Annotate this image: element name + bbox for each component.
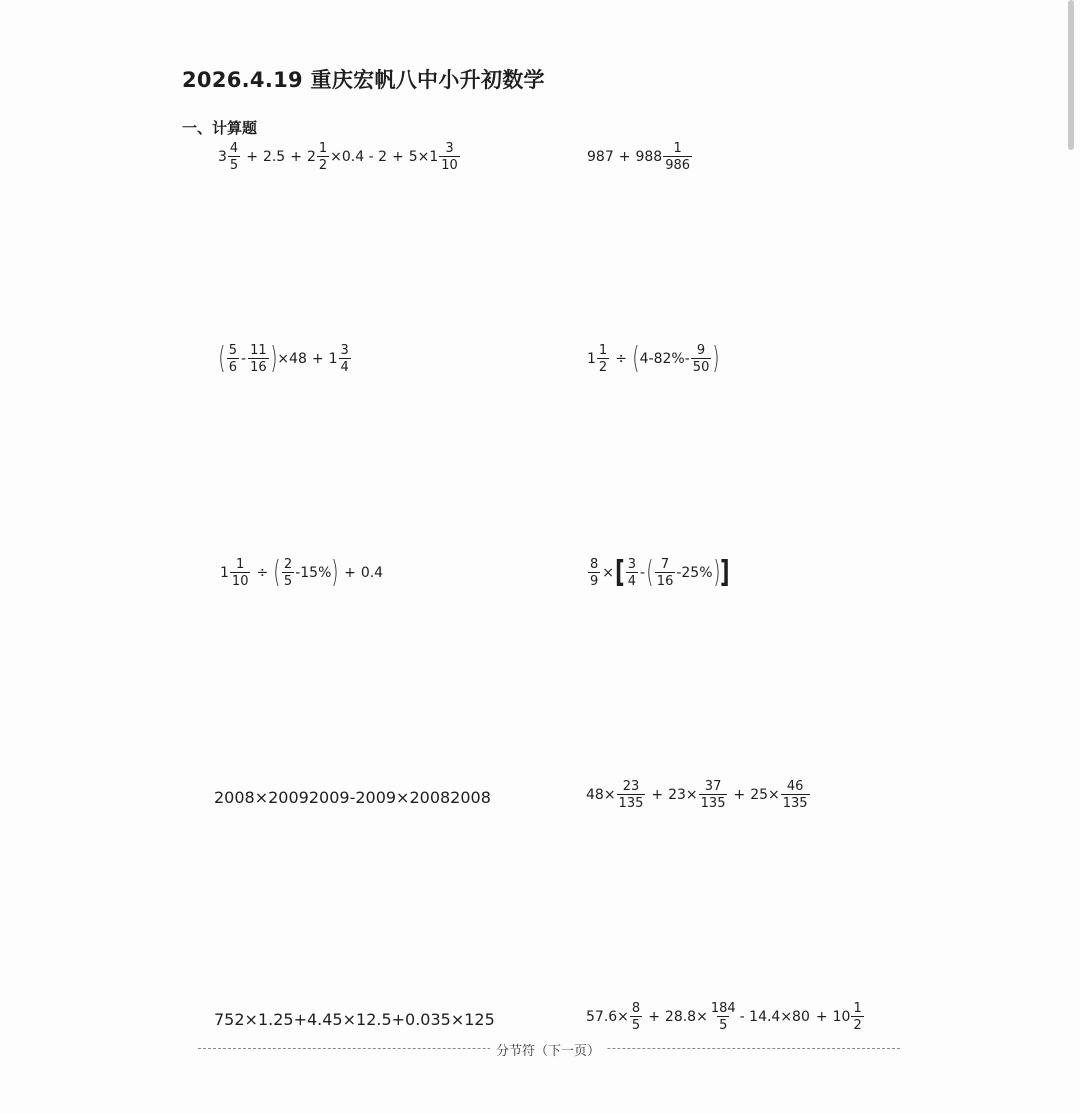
problem-10: 57.6× $\frac{8}{5}$ + 28.8× $\frac{184}{5}$ - 14.4×80 + 10 $\frac{1}{2}$	[586, 1001, 862, 1033]
problem-8: 48× $\frac{23}{135}$ + 23× $\frac{37}{135}$ + 25× $\frac{46}{135}$	[586, 779, 808, 811]
fraction: $\frac{1}{2}$	[598, 343, 608, 375]
fraction: $\frac{184}{5}$	[710, 1001, 736, 1033]
fraction: $\frac{37}{135}$	[700, 779, 726, 811]
fraction: $\frac{2}{5}$	[283, 557, 293, 589]
fraction: $\frac{1}{986}$	[665, 141, 691, 173]
fraction: $\frac{3}{4}$	[627, 557, 637, 589]
problem-7: 2008×20092009-2009×20082008	[214, 788, 491, 807]
problem-5: 1 $\frac{1}{10}$ ÷ ( $\frac{2}{5}$ -15% ) + 0.4	[220, 555, 384, 590]
scrollbar[interactable]	[1068, 0, 1074, 150]
fraction: $\frac{8}{9}$	[590, 557, 599, 589]
problem-9: 752×1.25+4.45×12.5+0.035×125	[214, 1010, 495, 1029]
fraction: $\frac{3}{4}$	[340, 343, 349, 375]
document-title: 2026.4.19 重庆宏帆八中小升初数学	[182, 68, 545, 92]
problem-2: 987 + 988 $\frac{1}{986}$	[587, 141, 691, 173]
fraction: $\frac{1}{2}$	[853, 1001, 862, 1033]
problem-3: ( $\frac{5}{6}$ - $\frac{11}{16}$ ) ×48 + 1 $\frac{3}{4}$	[218, 341, 349, 376]
problem-1: 3 $\frac{4}{5}$ + 2.5 + 2 $\frac{1}{2}$ ×0.4 - 2 + 5×1 $\frac{3}{10}$	[218, 141, 458, 173]
section-break-label: 分节符（下一页）	[490, 1040, 606, 1059]
fraction: $\frac{7}{16}$	[656, 557, 674, 589]
problem-4: 1 $\frac{1}{2}$ ÷ ( 4-82%- $\frac{9}{50}$ )	[587, 341, 720, 376]
fraction: $\frac{3}{10}$	[441, 141, 458, 173]
fraction: $\frac{23}{135}$	[618, 779, 644, 811]
section-heading: 一、计算题	[182, 119, 258, 137]
fraction: $\frac{11}{16}$	[250, 343, 267, 375]
fraction: $\frac{5}{6}$	[228, 343, 237, 375]
fraction: $\frac{9}{50}$	[692, 343, 710, 375]
fraction: $\frac{46}{135}$	[782, 779, 808, 811]
fraction: $\frac{1}{10}$	[231, 557, 249, 589]
fraction: $\frac{1}{2}$	[318, 141, 328, 173]
fraction: $\frac{8}{5}$	[631, 1001, 641, 1033]
problem-6: $\frac{8}{9}$ × [ $\frac{3}{4}$ - ( $\frac{7}{16}$ -25% ) ]	[590, 555, 730, 590]
fraction: $\frac{4}{5}$	[229, 141, 239, 173]
